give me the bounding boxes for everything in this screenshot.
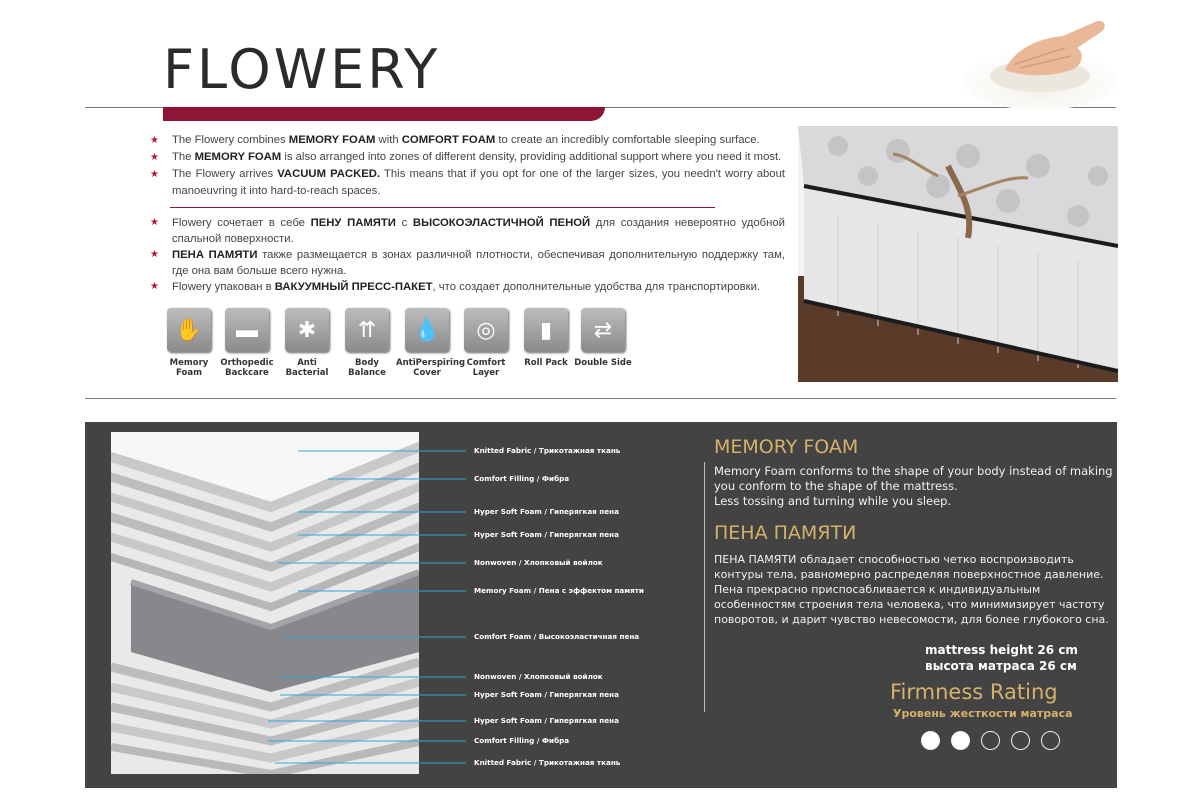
mid-rule [85, 398, 1116, 399]
feature-double-side [572, 308, 634, 368]
ru-bullet: ★ Flowery сочетает в себе ПЕНУ ПАМЯТИ с ВЫСОКОЭЛАСТИЧНОЙ ПЕНОЙ для создания невероятно удобной спальной поверхности. [150, 217, 785, 245]
layer-label: Nonwoven / Хлопковый войлок [474, 558, 603, 567]
feature-label: AntiPerspiring Cover [396, 358, 466, 378]
mattress-photo [798, 126, 1118, 382]
arrows-up-icon: ⇈ [345, 308, 389, 352]
spine-icon: ▬ [225, 308, 269, 352]
feature-orthopedic [216, 308, 278, 378]
section-divider [170, 207, 715, 208]
layer-label: Hyper Soft Foam / Гиперягкая пена [474, 507, 619, 516]
feature-label: Double Side [574, 358, 632, 368]
layer-label: Nonwoven / Хлопковый войлок [474, 672, 603, 681]
roll-icon: ◎ [464, 308, 508, 352]
star-icon: ★ [150, 152, 159, 163]
firmness-rating-subheading: Уровень жесткости матраса [893, 707, 1073, 720]
feature-roll-pack [515, 308, 577, 368]
feature-icons-row [158, 308, 638, 388]
feature-anti [276, 308, 338, 378]
info-separator [704, 462, 705, 712]
ru-bullet: ★ Flowery упакован в ВАКУУМНЫЙ ПРЕСС-ПАКЕТ, что создает дополнительные удобства для транспортировки. [150, 281, 761, 293]
page-title: FLOWERY [163, 38, 441, 101]
layer-label: Hyper Soft Foam / Гиперягкая пена [474, 530, 619, 539]
firmness-dot-empty [981, 731, 1000, 750]
en-bullet: ★ The Flowery combines MEMORY FOAM with COMFORT FOAM to create an incredibly comfortable sleeping surface. [150, 132, 785, 149]
feature-label: Memory Foam [169, 358, 209, 378]
firmness-rating-heading: Firmness Rating [890, 680, 1058, 704]
feature-label: Orthopedic Backcare [220, 358, 274, 378]
layer-label: Comfort Foam / Высокоэластичная пена [474, 632, 640, 641]
layer-label: Knitted Fabric / Трикотажная ткань [474, 446, 621, 455]
memory-foam-heading-ru: ПЕНА ПАМЯТИ [714, 522, 857, 544]
star-icon: ★ [150, 217, 159, 228]
layer-label: Hyper Soft Foam / Гиперягкая пена [474, 690, 619, 699]
en-bullet: ★ The MEMORY FOAM is also arranged into zones of different density, providing additional support where you need it most. [150, 149, 785, 166]
firmness-dot-empty [1041, 731, 1060, 750]
features-description-ru [150, 215, 785, 295]
memory-foam-heading: MEMORY FOAM [714, 436, 859, 458]
feature-comfort [455, 308, 517, 378]
feature-antiperspiring [396, 308, 466, 378]
feature-label: Anti Bacterial [285, 358, 329, 378]
layer-label: Knitted Fabric / Трикотажная ткань [474, 758, 621, 767]
drops-icon: 💧 [405, 308, 449, 352]
star-icon: ★ [150, 281, 159, 292]
en-bullet: ★ The Flowery arrives VACUUM PACKED. This means that if you opt for one of the larger sizes, you needn't worry about manoeuvring it into hard-to-reach spaces. [150, 168, 785, 197]
star-icon: ★ [150, 249, 159, 260]
firmness-dot-filled [951, 731, 970, 750]
feature-body [336, 308, 398, 378]
layer-label: Memory Foam / Пена с эффектом памяти [474, 586, 644, 595]
accent-band [163, 107, 605, 121]
star-icon: ★ [150, 169, 159, 180]
memory-foam-text-ru: ПЕНА ПАМЯТИ обладает способностью четко воспроизводить контуры тела, равномерно распределяя поверхностное давление. Пена прекрасно приспосабливается к индивидуальным особенностям строения тела человека, что минимизирует частоту поворотов, и дарит чувство невесомости, для более глубокого сна. [714, 553, 1109, 626]
firmness-dot-empty [1011, 731, 1030, 750]
ru-bullet: ★ ПЕНА ПАМЯТИ также размещается в зонах различной плотности, обеспечивая дополнительную поддержку там, где она вам больше всего нужна. [150, 249, 785, 277]
features-description-en [150, 132, 785, 200]
feature-label: Body Balance [348, 358, 386, 378]
mattress-height-en: mattress height 26 cm [925, 643, 1078, 657]
feature-label: Comfort Layer [466, 358, 506, 378]
feature-memory [158, 308, 220, 378]
memory-foam-text-en: Memory Foam conforms to the shape of your body instead of making you conform to the shape of the mattress. Less tossing and turning while you sleep. [714, 464, 1113, 508]
layers-cross-section-image [111, 432, 419, 774]
rollpack-icon: ▮ [524, 308, 568, 352]
layer-label: Comfort Filling / Фибра [474, 474, 570, 483]
firmness-dot-filled [921, 731, 940, 750]
mattress-height-ru: высота матраса 26 см [925, 659, 1077, 673]
feature-label: Roll Pack [524, 358, 568, 368]
layer-label: Hyper Soft Foam / Гиперягкая пена [474, 716, 619, 725]
star-icon: ★ [150, 135, 159, 146]
layer-label: Comfort Filling / Фибра [474, 736, 570, 745]
hand-icon: ✋ [167, 308, 211, 352]
bug-icon: ✱ [285, 308, 329, 352]
hand-on-foam-image [945, 8, 1115, 113]
flip-icon: ⇄ [581, 308, 625, 352]
